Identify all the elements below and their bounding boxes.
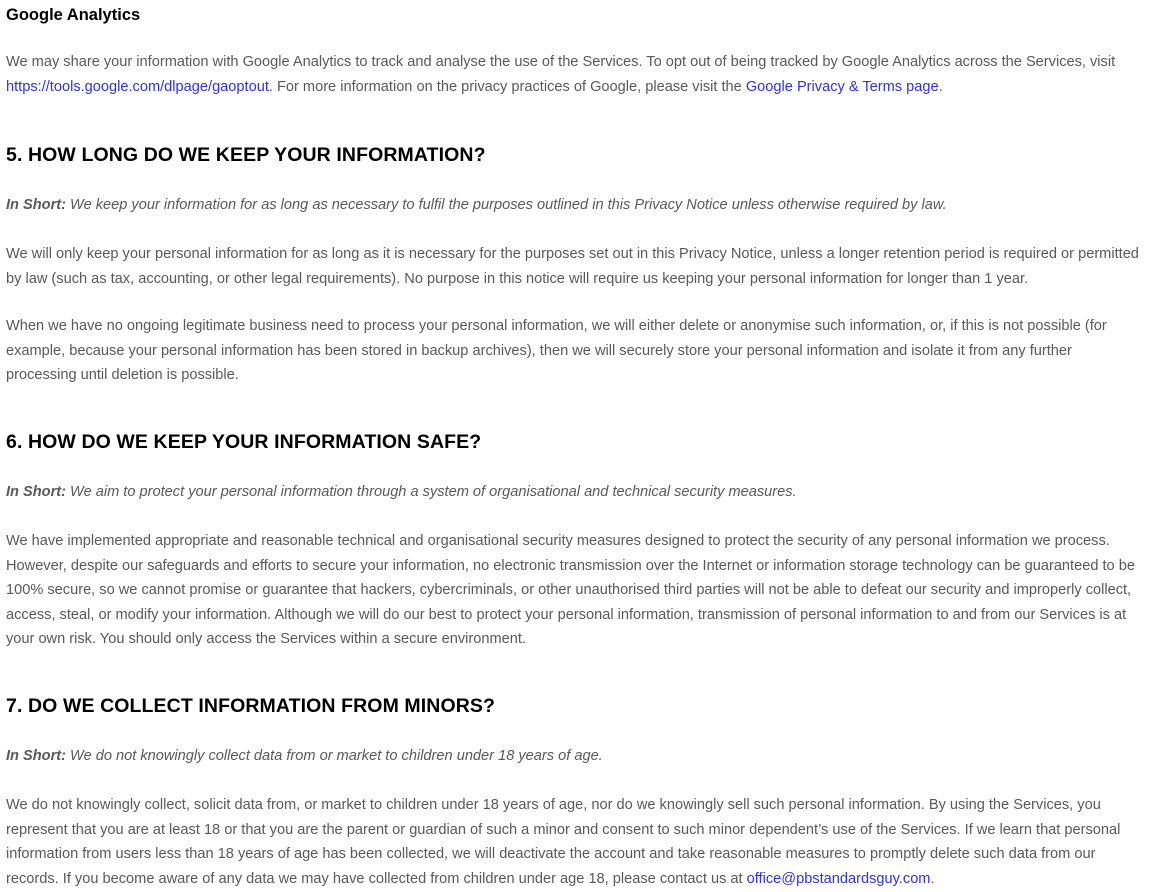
section6-paragraph-1: We have implemented appropriate and reasonable technical and organisational security measures designed to protect the security of any personal information we process. However, despite our safeguards and efforts to secure your information, no electronic transmission over the Internet or information storage technology can be guaranteed to be 100% secure, so we cannot promise or guarantee that hackers, cybercriminals, or other unauthorised third parties will not be able to defeat our security and improperly collect, access, steal, or modify your information. Although we will do our best to protect your personal information, transmission of personal information to and from our Services is at your own risk. You should only access the Services within a secure environment. (6, 533, 1135, 647)
section7-in-short (6, 744, 1146, 769)
ga-optout-link[interactable]: https://tools.google.com/dlpage/gaoptout (6, 78, 269, 95)
section7-text-1: We do not knowingly collect, solicit data from, or market to children under 18 years of age, nor do we knowingly sell such personal information. By using the Services, you represent that you are at least 18 or that you are the parent or guardian of such a minor and consent to such minor dependent’s use of the Services. If we learn that personal information from users less than 18 years of age has been collected, we will deactivate the account and take reasonable measures to promptly delete such data from our records. If you become aware of any data we may have collected from children under age 18, please contact us at (6, 797, 1121, 887)
google-analytics-heading: Google Analytics (6, 6, 141, 24)
section6-heading: 6. HOW DO WE KEEP YOUR INFORMATION SAFE? (6, 431, 482, 453)
section6-short-text: We aim to protect your personal information through a system of organisational and technical security measures. (66, 484, 797, 500)
section5-heading: 5. HOW LONG DO WE KEEP YOUR INFORMATION? (6, 144, 486, 166)
contact-email-link[interactable]: office@pbstandardsguy.com (746, 870, 931, 887)
section6-short-label: In Short: (6, 484, 66, 500)
section7-paragraph-1 (6, 793, 1146, 891)
section6-in-short (6, 480, 1146, 505)
section5-in-short (6, 193, 1146, 218)
ga-text-3: . (938, 78, 943, 95)
section7-heading: 7. DO WE COLLECT INFORMATION FROM MINORS? (6, 695, 496, 717)
google-privacy-terms-link[interactable]: Google Privacy & Terms page (745, 78, 939, 95)
section7-text-2: . (930, 870, 935, 887)
ga-text-1: We may share your information with Google Analytics to track and analyse the use of the Services. To opt out of being tracked by Google Analytics across the Services, visit (6, 54, 1116, 70)
section5-paragraph-1: We will only keep your personal information for as long as it is necessary for the purposes set out in this Privacy Notice, unless a longer retention period is required or permitted by law (such as tax, accounting, or other legal requirements). No purpose in this notice will require us keeping your personal information for longer than 1 year. (6, 246, 1139, 287)
section5-short-text: We keep your information for as long as necessary to fulfil the purposes outlined in this Privacy Notice unless otherwise required by law. (66, 197, 947, 213)
section7-short-text: We do not knowingly collect data from or market to children under 18 years of age. (66, 748, 603, 764)
google-analytics-paragraph (6, 50, 1146, 99)
section5-paragraph-2: When we have no ongoing legitimate business need to process your personal information, we will either delete or anonymise such information, or, if this is not possible (for example, because your personal information has been stored in backup archives), then we will securely store your personal information and isolate it from any further processing until deletion is possible. (6, 318, 1107, 383)
section7-short-label: In Short: (6, 748, 66, 764)
section5-short-label: In Short: (6, 197, 66, 213)
ga-text-2: . For more information on the privacy practices of Google, please visit the (268, 78, 746, 95)
